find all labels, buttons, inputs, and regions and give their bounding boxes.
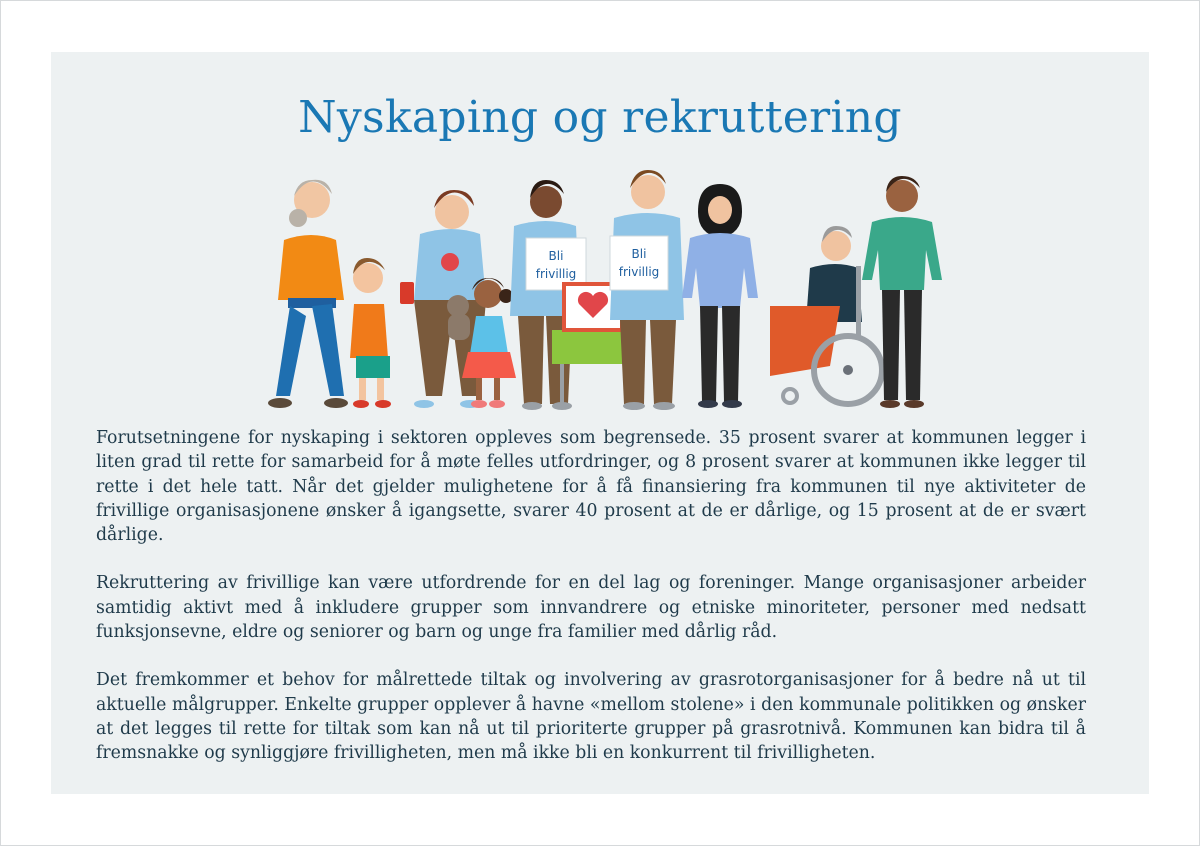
hijab-woman-figure bbox=[682, 184, 758, 408]
sign-left-line2: frivillig bbox=[535, 267, 577, 281]
boy-figure bbox=[350, 258, 414, 408]
elderly-woman-figure bbox=[268, 180, 348, 408]
teal-shirt-man-figure bbox=[862, 176, 942, 408]
paragraph-innovation: Forutsetningene for nyskaping i sektoren oppleves som begrensede. 35 prosent svarer at kommunen legger i liten grad til rette for samarbeid for å møte felles utfordringer, og 8 prosent svarer at kommunen ikke legger til rette i det hele tatt. Når det gjelder mulighetene for å få finansiering fra kommunen til nye aktiviteter de frivillige organisasjonene ønsker å igangsette, svarer 40 prosent at de er dårlige, og 15 prosent at de er svært dårlige. bbox=[96, 428, 1086, 546]
paragraph-recruitment: Rekruttering av frivillige kan være utfordrende for en del lag og foreninger. Mange organisasjoner arbeider samtidig aktivt med å inkludere grupper som innvandrere og etniske minoriteter, personer med nedsatt funksjonsevne, eldre og seniorer og barn og unge fra familier med dårlig råd. bbox=[96, 573, 1086, 643]
sign-right-line2: frivillig bbox=[618, 265, 660, 279]
page-title: Nyskaping og rekruttering bbox=[298, 92, 902, 143]
sign-holder-man-figure bbox=[610, 170, 684, 410]
sign-right-line1: Bli bbox=[631, 247, 647, 261]
wheelchair-user-figure bbox=[770, 226, 882, 404]
paragraph-measures: Det fremkommer et behov for målrettede tiltak og involvering av grasrotorganisasjoner for å bedre nå ut til aktuelle målgrupper. Enkelte grupper opplever å havne «mellom stolene» i den kommunale politikken og ønsker at det legges til rette for tiltak som kan nå ut til prioriterte grupper på grasrotnivå. Kommunen kan bidra til å fremsnakke og synliggjøre frivilligheten, men må ikke bli en konkurrent til frivilligheten. bbox=[96, 670, 1086, 764]
body-text bbox=[96, 426, 1086, 790]
volunteers-group-illustration bbox=[260, 166, 960, 416]
sign-left-line1: Bli bbox=[548, 249, 564, 263]
